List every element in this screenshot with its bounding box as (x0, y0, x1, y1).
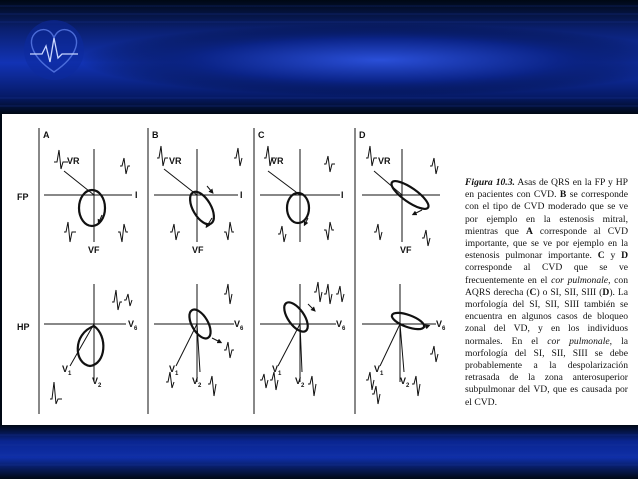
lead-label-v2-b: $V_2$ (192, 376, 202, 389)
caption-text: ). La morfología del SI, SII, SIII también se encuentra en algunos casos de bloqueo zonal del VD, y en los individuos normales. En el (465, 286, 628, 347)
row-label-fp: FP (17, 192, 29, 202)
caption-term: cor pulmonale (547, 335, 610, 347)
lead-label-v6-a: $V_6$ (128, 319, 138, 332)
lead-label-v2-d: $V_2$ (400, 376, 410, 389)
panel-letter-b: B (152, 130, 159, 140)
panel-d-frontal (362, 146, 440, 246)
lead-label-v6-c: $V_6$ (336, 319, 346, 332)
caption-ref-a: A (525, 225, 533, 237)
lead-label-vr-d: VR (378, 156, 391, 166)
caption-ref-d: D (621, 250, 628, 262)
heart-logo (24, 20, 84, 80)
caption-figure-number: Figura 10.3. (465, 177, 515, 188)
lead-label-v6-b: $V_6$ (234, 319, 244, 332)
lead-label-vr-b: VR (169, 156, 182, 166)
figure-caption (465, 177, 628, 409)
panel-letter-d: D (359, 130, 366, 140)
lead-label-vr-c: VR (271, 156, 284, 166)
caption-text: corresponde al CVD importante, que se ve por ejemplo en la estenosis pulmonar importante. (465, 225, 628, 262)
lead-label-v2-c: $V_2$ (295, 376, 305, 389)
row-label-hp: HP (17, 322, 30, 332)
lead-label-vf-b: VF (192, 245, 204, 255)
lead-label-vf-d: VF (400, 245, 412, 255)
panel-b-frontal (154, 146, 242, 242)
panel-a-horizontal (44, 284, 132, 404)
caption-text: , la morfología del SI, SII, SIII se debe probablemente a la despolarización retrasada de la zona anterosuperior subpulmonar del VD, que es causada por el CVD. (465, 335, 628, 408)
caption-text: , con AQRS derecha ( (465, 274, 628, 298)
caption-text: corresponde al CVD que se ve frecuentemente en el (465, 262, 628, 286)
caption-text: Asas de QRS en la FP y HP en pacientes con CVD. (465, 177, 628, 201)
lead-label-i-a: I (135, 190, 138, 200)
lead-label-v2-a: $V_2$ (92, 376, 102, 389)
panel-letter-c: C (258, 130, 265, 140)
lead-label-vf-a: VF (88, 245, 100, 255)
caption-text: y (604, 250, 622, 262)
caption-text: ) o SI, SII, SIII ( (536, 286, 603, 298)
figure-panel (2, 114, 638, 425)
caption-ref-d: D (602, 286, 610, 298)
vectorcardiogram-figure (2, 114, 462, 425)
panel-a-frontal (44, 149, 132, 242)
caption-ref-c: C (597, 250, 605, 262)
panel-d-horizontal (362, 284, 438, 404)
lead-label-v1-b: $V_1$ (169, 364, 179, 377)
lead-label-v1-c: $V_1$ (272, 364, 282, 377)
caption-ref-b: B (559, 189, 567, 201)
lead-label-i-c: I (341, 190, 344, 200)
caption-term: cor pulmonale (551, 274, 609, 286)
panel-c-horizontal (260, 282, 344, 396)
lead-label-v1-a: $V_1$ (62, 364, 72, 377)
lead-label-v6-d: $V_6$ (436, 319, 446, 332)
lead-label-v1-d: $V_1$ (374, 364, 384, 377)
caption-text: se corresponde con el tipo de CVD moderado que se ve por ejemplo en la estenosis mitral, mientras que (465, 189, 628, 237)
caption-ref-c: C (529, 286, 537, 298)
lead-label-vr-a: VR (67, 156, 80, 166)
panel-letter-a: A (43, 130, 50, 140)
lead-label-i-b: I (240, 190, 243, 200)
